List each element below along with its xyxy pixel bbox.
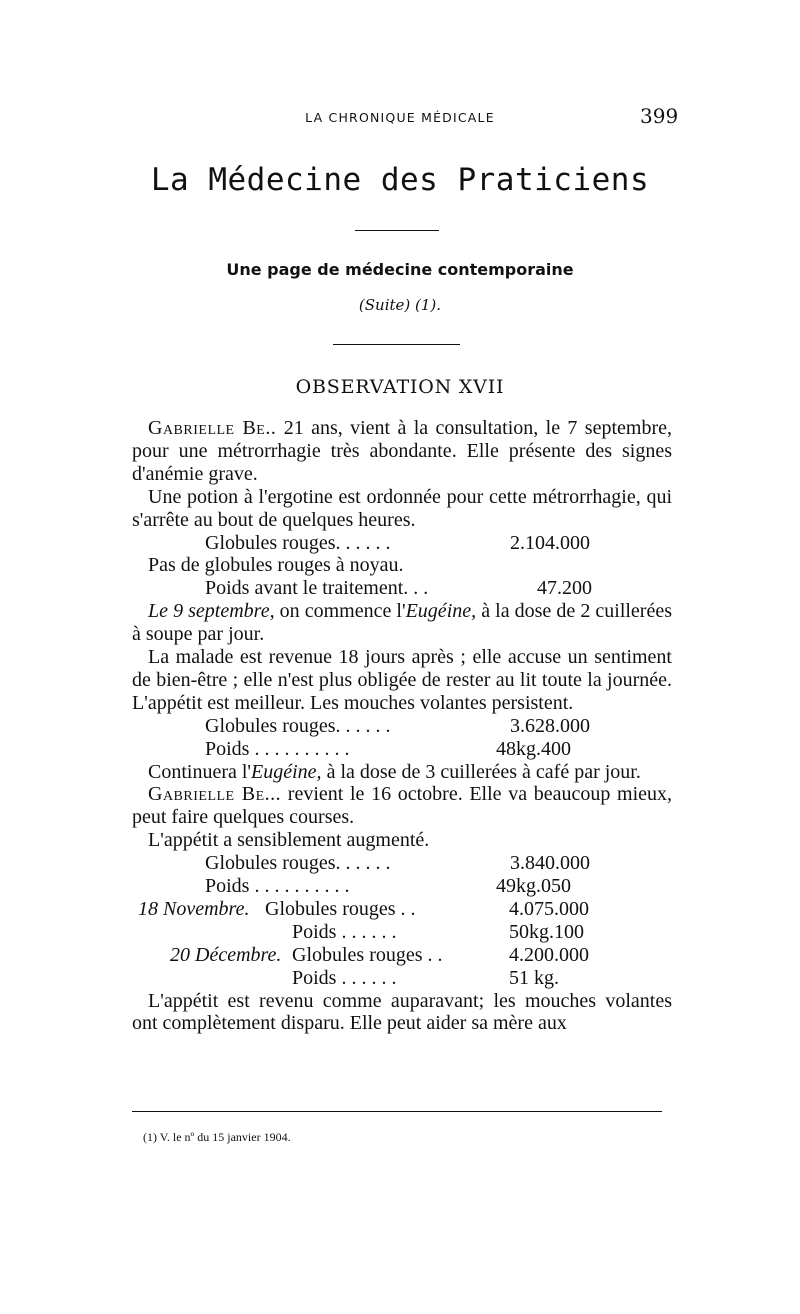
section-title: La Médecine des Praticiens xyxy=(150,162,650,198)
measurement-row: Poids . . . . . . 51 kg. xyxy=(292,966,559,989)
page-number: 399 xyxy=(640,104,679,128)
article-body xyxy=(132,417,672,1035)
measurement-row: Poids . . . . . . . . . . 48kg.400 xyxy=(205,737,571,760)
observation-title: OBSERVATION XVII xyxy=(295,376,505,398)
article-subtitle: Une page de médecine contemporaine xyxy=(226,260,574,279)
measurement-row: Globules rouges. . . . . . 2.104.000 xyxy=(205,531,590,554)
page-header xyxy=(0,104,800,132)
paragraph: Pas de globules rouges à noyau. xyxy=(148,554,404,577)
measurement-row: 20 Décembre. Globules rouges . . 4.200.000 xyxy=(170,943,589,966)
paragraph: La malade est revenue 18 jours après ; elle accuse un sentiment de bien-être ; elle n'est plus obligée de rester au lit toute la journée. L'appétit est meilleur. Les mouches volantes persistent. xyxy=(132,646,672,714)
paragraph: Le 9 septembre, on commence l'Eugéine, à la dose de 2 cuillerées à soupe par jour. xyxy=(132,600,673,646)
patient-name: Gabrielle Be... xyxy=(148,783,282,806)
footnote: (1) V. le nº du 15 janvier 1904. xyxy=(143,1130,291,1144)
patient-name: Gabrielle Be.. xyxy=(148,417,277,439)
measurement-row: 18 Novembre. Globules rouges . . 4.075.000 xyxy=(138,897,589,920)
paragraph: L'appétit est revenu comme auparavant; les mouches volantes ont complètement disparu. Elle peut aider sa mère aux xyxy=(132,989,672,1035)
title-divider xyxy=(355,230,439,231)
measurement-row: Globules rouges. . . . . . 3.628.000 xyxy=(205,714,590,737)
continuation-note: (Suite) (1). xyxy=(358,296,442,314)
subtitle-divider xyxy=(333,344,460,345)
paragraph: Gabrielle Be... revient le 16 octobre. Elle va beaucoup mieux, peut faire quelques courses. xyxy=(132,783,673,829)
measurement-row: Poids avant le traitement. . . 47.200 xyxy=(205,577,592,600)
running-title: LA CHRONIQUE MÉDICALE xyxy=(305,110,495,125)
measurement-row: Poids . . . . . . 50kg.100 xyxy=(292,920,584,943)
paragraph: L'appétit a sensiblement augmenté. xyxy=(148,829,430,852)
measurement-row: Globules rouges. . . . . . 3.840.000 xyxy=(205,852,590,875)
paragraph: Une potion à l'ergotine est ordonnée pour cette métrorrhagie, qui s'arrête au bout de quelques heures. xyxy=(132,485,672,531)
measurement-row: Poids . . . . . . . . . . 49kg.050 xyxy=(205,875,571,898)
paragraph: Gabrielle Be.. 21 ans, vient à la consultation, le 7 septembre, pour une métrorrhagie très abondante. Elle présente des signes d'anémie grave. xyxy=(132,417,672,485)
paragraph: Continuera l'Eugéine, à la dose de 3 cuillerées à café par jour. xyxy=(148,760,641,783)
footnote-divider xyxy=(132,1111,662,1112)
